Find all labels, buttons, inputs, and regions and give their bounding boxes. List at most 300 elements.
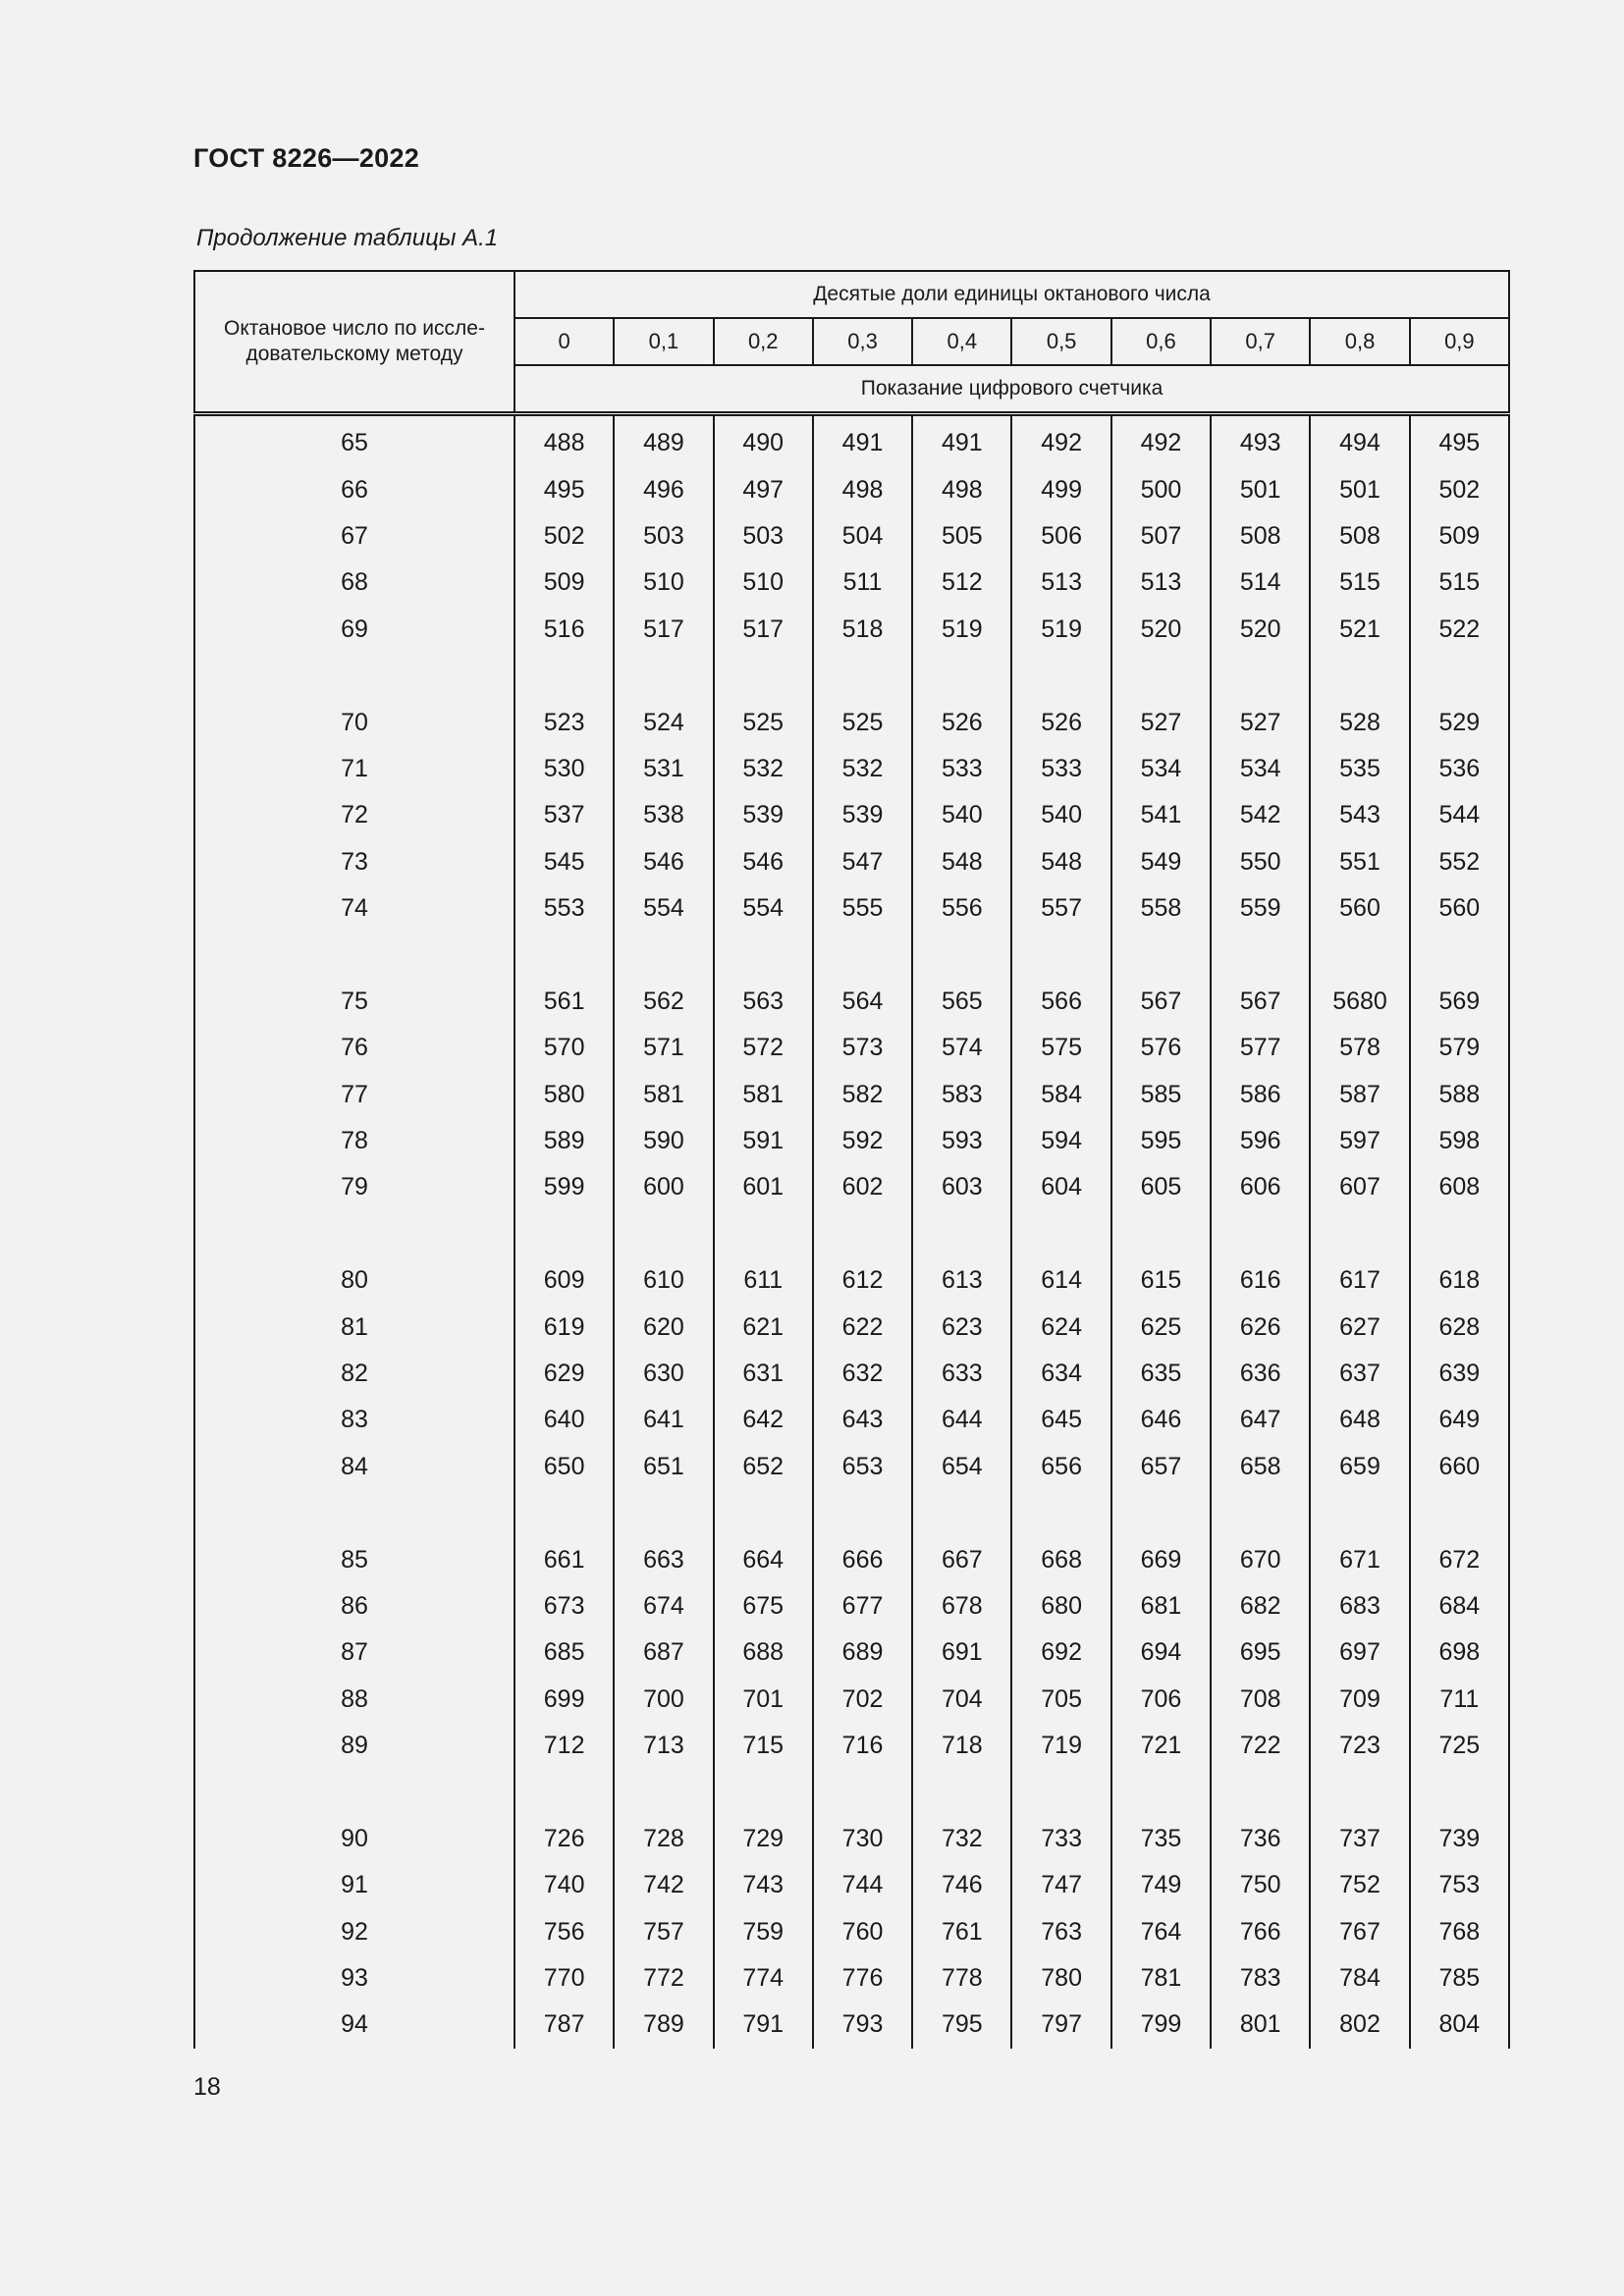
octane-cell: 73 bbox=[194, 839, 514, 885]
reading-cell: 503 bbox=[614, 513, 713, 560]
reading-cell: 496 bbox=[614, 466, 713, 512]
reading-cell: 661 bbox=[514, 1536, 614, 1582]
reading-cell: 761 bbox=[912, 1909, 1011, 1955]
reading-cell: 550 bbox=[1211, 839, 1310, 885]
reading-cell: 675 bbox=[714, 1583, 813, 1629]
reading-cell: 802 bbox=[1310, 2002, 1409, 2048]
octane-cell: 77 bbox=[194, 1071, 514, 1117]
table-row bbox=[194, 839, 1509, 885]
reading-cell: 488 bbox=[514, 414, 614, 467]
reading-cell: 529 bbox=[1410, 699, 1509, 745]
reading-cell: 532 bbox=[813, 746, 912, 792]
tenths-column-header: 0,4 bbox=[912, 318, 1011, 365]
table-row bbox=[194, 1723, 1509, 1769]
reading-cell: 623 bbox=[912, 1304, 1011, 1350]
reading-cell: 618 bbox=[1410, 1257, 1509, 1304]
reading-cell: 518 bbox=[813, 607, 912, 653]
reading-cell: 587 bbox=[1310, 1071, 1409, 1117]
reading-cell: 793 bbox=[813, 2002, 912, 2048]
reading-cell: 658 bbox=[1211, 1444, 1310, 1490]
reading-cell: 644 bbox=[912, 1397, 1011, 1443]
reading-cell: 495 bbox=[1410, 414, 1509, 467]
reading-cell: 705 bbox=[1011, 1677, 1110, 1723]
table-row bbox=[194, 560, 1509, 606]
reading-cell: 601 bbox=[714, 1164, 813, 1210]
reading-cell: 544 bbox=[1410, 792, 1509, 838]
reading-cell: 680 bbox=[1011, 1583, 1110, 1629]
reading-cell: 719 bbox=[1011, 1723, 1110, 1769]
reading-cell: 584 bbox=[1011, 1071, 1110, 1117]
reading-cell: 555 bbox=[813, 885, 912, 932]
tenths-column-header: 0,8 bbox=[1310, 318, 1409, 365]
reading-cell: 591 bbox=[714, 1118, 813, 1164]
reading-cell: 520 bbox=[1211, 607, 1310, 653]
table-row bbox=[194, 1816, 1509, 1862]
table-caption: Продолжение таблицы А.1 bbox=[196, 225, 499, 251]
spacer-cell bbox=[912, 1769, 1011, 1815]
reading-cell: 634 bbox=[1011, 1351, 1110, 1397]
octane-column-header: Октановое число по иссле-довательскому методу bbox=[194, 271, 514, 414]
octane-cell: 94 bbox=[194, 2002, 514, 2048]
reading-cell: 624 bbox=[1011, 1304, 1110, 1350]
reading-cell: 642 bbox=[714, 1397, 813, 1443]
reading-cell: 580 bbox=[514, 1071, 614, 1117]
reading-cell: 669 bbox=[1111, 1536, 1211, 1582]
tenths-column-header: 0,6 bbox=[1111, 318, 1211, 365]
spacer-cell bbox=[714, 1769, 813, 1815]
reading-cell: 759 bbox=[714, 1909, 813, 1955]
spacer-cell bbox=[614, 1211, 713, 1257]
reading-cell: 672 bbox=[1410, 1536, 1509, 1582]
reading-cell: 668 bbox=[1011, 1536, 1110, 1582]
reading-cell: 797 bbox=[1011, 2002, 1110, 2048]
octane-cell: 88 bbox=[194, 1677, 514, 1723]
tenths-column-header: 0,9 bbox=[1410, 318, 1509, 365]
reading-cell: 531 bbox=[614, 746, 713, 792]
reading-cell: 791 bbox=[714, 2002, 813, 2048]
octane-cell: 75 bbox=[194, 979, 514, 1025]
reading-cell: 608 bbox=[1410, 1164, 1509, 1210]
tenths-column-header: 0,2 bbox=[714, 318, 813, 365]
reading-cell: 721 bbox=[1111, 1723, 1211, 1769]
reading-cell: 552 bbox=[1410, 839, 1509, 885]
spacer-cell bbox=[194, 1211, 514, 1257]
octane-cell: 74 bbox=[194, 885, 514, 932]
reading-cell: 753 bbox=[1410, 1862, 1509, 1908]
spacer-cell bbox=[514, 1211, 614, 1257]
reading-cell: 746 bbox=[912, 1862, 1011, 1908]
reading-cell: 509 bbox=[514, 560, 614, 606]
reading-cell: 548 bbox=[912, 839, 1011, 885]
reading-cell: 577 bbox=[1211, 1025, 1310, 1071]
reading-cell: 643 bbox=[813, 1397, 912, 1443]
reading-cell: 565 bbox=[912, 979, 1011, 1025]
reading-cell: 564 bbox=[813, 979, 912, 1025]
reading-cell: 541 bbox=[1111, 792, 1211, 838]
reading-cell: 602 bbox=[813, 1164, 912, 1210]
tenths-column-header: 0 bbox=[514, 318, 614, 365]
reading-cell: 750 bbox=[1211, 1862, 1310, 1908]
reading-cell: 723 bbox=[1310, 1723, 1409, 1769]
reading-cell: 530 bbox=[514, 746, 614, 792]
spacer-cell bbox=[1011, 1490, 1110, 1536]
reading-cell: 532 bbox=[714, 746, 813, 792]
reading-header: Показание цифрового счетчика bbox=[514, 365, 1509, 414]
table-row bbox=[194, 1909, 1509, 1955]
reading-cell: 648 bbox=[1310, 1397, 1409, 1443]
reading-cell: 585 bbox=[1111, 1071, 1211, 1117]
reading-cell: 687 bbox=[614, 1629, 713, 1676]
spacer-cell bbox=[714, 1211, 813, 1257]
reading-cell: 609 bbox=[514, 1257, 614, 1304]
octane-cell: 69 bbox=[194, 607, 514, 653]
octane-cell: 92 bbox=[194, 1909, 514, 1955]
octane-cell: 84 bbox=[194, 1444, 514, 1490]
reading-cell: 706 bbox=[1111, 1677, 1211, 1723]
reading-cell: 543 bbox=[1310, 792, 1409, 838]
reading-cell: 579 bbox=[1410, 1025, 1509, 1071]
reading-cell: 527 bbox=[1211, 699, 1310, 745]
reading-cell: 726 bbox=[514, 1816, 614, 1862]
reading-cell: 682 bbox=[1211, 1583, 1310, 1629]
spacer-cell bbox=[1111, 1769, 1211, 1815]
reading-cell: 603 bbox=[912, 1164, 1011, 1210]
reading-cell: 520 bbox=[1111, 607, 1211, 653]
reading-cell: 733 bbox=[1011, 1816, 1110, 1862]
table-head bbox=[194, 271, 1509, 414]
spacer-cell bbox=[813, 1211, 912, 1257]
reading-cell: 664 bbox=[714, 1536, 813, 1582]
reading-cell: 575 bbox=[1011, 1025, 1110, 1071]
spacer-cell bbox=[1111, 653, 1211, 699]
reading-cell: 572 bbox=[714, 1025, 813, 1071]
spacer-cell bbox=[813, 932, 912, 978]
reading-cell: 502 bbox=[1410, 466, 1509, 512]
reading-cell: 692 bbox=[1011, 1629, 1110, 1676]
reading-cell: 517 bbox=[614, 607, 713, 653]
reading-cell: 491 bbox=[912, 414, 1011, 467]
reading-cell: 562 bbox=[614, 979, 713, 1025]
reading-cell: 663 bbox=[614, 1536, 713, 1582]
reading-cell: 503 bbox=[714, 513, 813, 560]
reading-cell: 787 bbox=[514, 2002, 614, 2048]
reading-cell: 509 bbox=[1410, 513, 1509, 560]
reading-cell: 636 bbox=[1211, 1351, 1310, 1397]
reading-cell: 506 bbox=[1011, 513, 1110, 560]
octane-cell: 90 bbox=[194, 1816, 514, 1862]
reading-cell: 611 bbox=[714, 1257, 813, 1304]
reading-cell: 614 bbox=[1011, 1257, 1110, 1304]
table-row bbox=[194, 1583, 1509, 1629]
reading-cell: 498 bbox=[912, 466, 1011, 512]
reading-cell: 573 bbox=[813, 1025, 912, 1071]
reading-cell: 628 bbox=[1410, 1304, 1509, 1350]
reading-cell: 689 bbox=[813, 1629, 912, 1676]
reading-cell: 610 bbox=[614, 1257, 713, 1304]
reading-cell: 500 bbox=[1111, 466, 1211, 512]
reading-cell: 513 bbox=[1111, 560, 1211, 606]
reading-cell: 783 bbox=[1211, 1955, 1310, 2002]
spacer-cell bbox=[1310, 1769, 1409, 1815]
reading-cell: 593 bbox=[912, 1118, 1011, 1164]
reading-cell: 525 bbox=[813, 699, 912, 745]
reading-cell: 785 bbox=[1410, 1955, 1509, 2002]
reading-cell: 704 bbox=[912, 1677, 1011, 1723]
table-row bbox=[194, 1677, 1509, 1723]
reading-cell: 534 bbox=[1211, 746, 1310, 792]
reading-cell: 784 bbox=[1310, 1955, 1409, 2002]
spacer-cell bbox=[1011, 1769, 1110, 1815]
table-row bbox=[194, 1397, 1509, 1443]
reading-cell: 5680 bbox=[1310, 979, 1409, 1025]
table-row bbox=[194, 1164, 1509, 1210]
reading-cell: 767 bbox=[1310, 1909, 1409, 1955]
octane-cell: 68 bbox=[194, 560, 514, 606]
tenths-column-header: 0,3 bbox=[813, 318, 912, 365]
octane-cell: 65 bbox=[194, 414, 514, 467]
reading-cell: 799 bbox=[1111, 2002, 1211, 2048]
reading-cell: 519 bbox=[912, 607, 1011, 653]
reading-cell: 702 bbox=[813, 1677, 912, 1723]
reading-cell: 641 bbox=[614, 1397, 713, 1443]
reading-cell: 516 bbox=[514, 607, 614, 653]
group-spacer-row bbox=[194, 932, 1509, 978]
reading-cell: 694 bbox=[1111, 1629, 1211, 1676]
reading-cell: 581 bbox=[714, 1071, 813, 1117]
spacer-cell bbox=[912, 1211, 1011, 1257]
reading-cell: 542 bbox=[1211, 792, 1310, 838]
reading-cell: 651 bbox=[614, 1444, 713, 1490]
octane-cell: 81 bbox=[194, 1304, 514, 1350]
reading-cell: 567 bbox=[1111, 979, 1211, 1025]
reading-cell: 514 bbox=[1211, 560, 1310, 606]
reading-cell: 521 bbox=[1310, 607, 1409, 653]
reading-cell: 492 bbox=[1111, 414, 1211, 467]
reading-cell: 546 bbox=[714, 839, 813, 885]
reading-cell: 607 bbox=[1310, 1164, 1409, 1210]
spacer-cell bbox=[1211, 1490, 1310, 1536]
reading-cell: 540 bbox=[1011, 792, 1110, 838]
table-row bbox=[194, 1351, 1509, 1397]
spacer-cell bbox=[912, 932, 1011, 978]
reading-cell: 576 bbox=[1111, 1025, 1211, 1071]
reading-cell: 501 bbox=[1310, 466, 1409, 512]
reading-cell: 533 bbox=[912, 746, 1011, 792]
reading-cell: 708 bbox=[1211, 1677, 1310, 1723]
spacer-cell bbox=[1211, 1211, 1310, 1257]
octane-cell: 82 bbox=[194, 1351, 514, 1397]
table-row bbox=[194, 1955, 1509, 2002]
reading-cell: 633 bbox=[912, 1351, 1011, 1397]
reading-cell: 536 bbox=[1410, 746, 1509, 792]
spacer-cell bbox=[813, 653, 912, 699]
reading-cell: 715 bbox=[714, 1723, 813, 1769]
octane-cell: 67 bbox=[194, 513, 514, 560]
reading-cell: 507 bbox=[1111, 513, 1211, 560]
spacer-cell bbox=[1310, 653, 1409, 699]
octane-table bbox=[193, 270, 1510, 2049]
table-row bbox=[194, 1025, 1509, 1071]
reading-cell: 612 bbox=[813, 1257, 912, 1304]
octane-cell: 79 bbox=[194, 1164, 514, 1210]
reading-cell: 596 bbox=[1211, 1118, 1310, 1164]
reading-cell: 681 bbox=[1111, 1583, 1211, 1629]
reading-cell: 626 bbox=[1211, 1304, 1310, 1350]
reading-cell: 526 bbox=[1011, 699, 1110, 745]
spacer-cell bbox=[614, 932, 713, 978]
reading-cell: 640 bbox=[514, 1397, 614, 1443]
reading-cell: 637 bbox=[1310, 1351, 1409, 1397]
reading-cell: 581 bbox=[614, 1071, 713, 1117]
reading-cell: 639 bbox=[1410, 1351, 1509, 1397]
reading-cell: 597 bbox=[1310, 1118, 1409, 1164]
reading-cell: 533 bbox=[1011, 746, 1110, 792]
reading-cell: 494 bbox=[1310, 414, 1409, 467]
reading-cell: 684 bbox=[1410, 1583, 1509, 1629]
octane-cell: 72 bbox=[194, 792, 514, 838]
reading-cell: 551 bbox=[1310, 839, 1409, 885]
group-spacer-row bbox=[194, 1769, 1509, 1815]
octane-table-container bbox=[193, 270, 1508, 2049]
reading-cell: 774 bbox=[714, 1955, 813, 2002]
table-row bbox=[194, 1629, 1509, 1676]
spacer-cell bbox=[813, 1490, 912, 1536]
reading-cell: 699 bbox=[514, 1677, 614, 1723]
spacer-cell bbox=[514, 653, 614, 699]
reading-cell: 670 bbox=[1211, 1536, 1310, 1582]
reading-cell: 547 bbox=[813, 839, 912, 885]
octane-cell: 66 bbox=[194, 466, 514, 512]
octane-cell: 93 bbox=[194, 1955, 514, 2002]
reading-cell: 535 bbox=[1310, 746, 1409, 792]
reading-cell: 502 bbox=[514, 513, 614, 560]
reading-cell: 574 bbox=[912, 1025, 1011, 1071]
reading-cell: 578 bbox=[1310, 1025, 1409, 1071]
reading-cell: 556 bbox=[912, 885, 1011, 932]
reading-cell: 505 bbox=[912, 513, 1011, 560]
reading-cell: 527 bbox=[1111, 699, 1211, 745]
spacer-cell bbox=[1410, 932, 1509, 978]
reading-cell: 617 bbox=[1310, 1257, 1409, 1304]
reading-cell: 511 bbox=[813, 560, 912, 606]
table-row bbox=[194, 466, 1509, 512]
spacer-cell bbox=[514, 932, 614, 978]
reading-cell: 722 bbox=[1211, 1723, 1310, 1769]
reading-cell: 498 bbox=[813, 466, 912, 512]
reading-cell: 491 bbox=[813, 414, 912, 467]
reading-cell: 595 bbox=[1111, 1118, 1211, 1164]
reading-cell: 504 bbox=[813, 513, 912, 560]
spacer-cell bbox=[1111, 932, 1211, 978]
reading-cell: 539 bbox=[813, 792, 912, 838]
reading-cell: 560 bbox=[1410, 885, 1509, 932]
spacer-cell bbox=[1111, 1490, 1211, 1536]
reading-cell: 743 bbox=[714, 1862, 813, 1908]
spacer-cell bbox=[194, 1769, 514, 1815]
reading-cell: 695 bbox=[1211, 1629, 1310, 1676]
reading-cell: 630 bbox=[614, 1351, 713, 1397]
reading-cell: 493 bbox=[1211, 414, 1310, 467]
spacer-cell bbox=[1011, 1211, 1110, 1257]
reading-cell: 508 bbox=[1211, 513, 1310, 560]
reading-cell: 631 bbox=[714, 1351, 813, 1397]
reading-cell: 772 bbox=[614, 1955, 713, 2002]
spacer-cell bbox=[1310, 932, 1409, 978]
reading-cell: 747 bbox=[1011, 1862, 1110, 1908]
reading-cell: 489 bbox=[614, 414, 713, 467]
octane-cell: 76 bbox=[194, 1025, 514, 1071]
table-row bbox=[194, 746, 1509, 792]
reading-cell: 760 bbox=[813, 1909, 912, 1955]
spacer-cell bbox=[194, 932, 514, 978]
reading-cell: 590 bbox=[614, 1118, 713, 1164]
reading-cell: 517 bbox=[714, 607, 813, 653]
reading-cell: 592 bbox=[813, 1118, 912, 1164]
reading-cell: 588 bbox=[1410, 1071, 1509, 1117]
reading-cell: 501 bbox=[1211, 466, 1310, 512]
octane-cell: 83 bbox=[194, 1397, 514, 1443]
octane-cell: 86 bbox=[194, 1583, 514, 1629]
reading-cell: 549 bbox=[1111, 839, 1211, 885]
reading-cell: 804 bbox=[1410, 2002, 1509, 2048]
reading-cell: 613 bbox=[912, 1257, 1011, 1304]
reading-cell: 598 bbox=[1410, 1118, 1509, 1164]
reading-cell: 795 bbox=[912, 2002, 1011, 2048]
reading-cell: 691 bbox=[912, 1629, 1011, 1676]
spacer-cell bbox=[912, 1490, 1011, 1536]
reading-cell: 729 bbox=[714, 1816, 813, 1862]
reading-cell: 770 bbox=[514, 1955, 614, 2002]
spacer-cell bbox=[1310, 1211, 1409, 1257]
reading-cell: 709 bbox=[1310, 1677, 1409, 1723]
reading-cell: 801 bbox=[1211, 2002, 1310, 2048]
reading-cell: 554 bbox=[714, 885, 813, 932]
spacer-cell bbox=[912, 653, 1011, 699]
table-row bbox=[194, 1071, 1509, 1117]
reading-cell: 654 bbox=[912, 1444, 1011, 1490]
octane-cell: 89 bbox=[194, 1723, 514, 1769]
reading-cell: 495 bbox=[514, 466, 614, 512]
reading-cell: 589 bbox=[514, 1118, 614, 1164]
reading-cell: 732 bbox=[912, 1816, 1011, 1862]
reading-cell: 780 bbox=[1011, 1955, 1110, 2002]
reading-cell: 789 bbox=[614, 2002, 713, 2048]
reading-cell: 736 bbox=[1211, 1816, 1310, 1862]
reading-cell: 725 bbox=[1410, 1723, 1509, 1769]
reading-cell: 716 bbox=[813, 1723, 912, 1769]
spacer-cell bbox=[1410, 1490, 1509, 1536]
spacer-cell bbox=[714, 653, 813, 699]
reading-cell: 712 bbox=[514, 1723, 614, 1769]
reading-cell: 656 bbox=[1011, 1444, 1110, 1490]
reading-cell: 548 bbox=[1011, 839, 1110, 885]
reading-cell: 508 bbox=[1310, 513, 1409, 560]
reading-cell: 545 bbox=[514, 839, 614, 885]
octane-cell: 71 bbox=[194, 746, 514, 792]
reading-cell: 742 bbox=[614, 1862, 713, 1908]
reading-cell: 604 bbox=[1011, 1164, 1110, 1210]
reading-cell: 619 bbox=[514, 1304, 614, 1350]
spacer-cell bbox=[1011, 653, 1110, 699]
reading-cell: 558 bbox=[1111, 885, 1211, 932]
spacer-cell bbox=[1211, 932, 1310, 978]
table-row bbox=[194, 2002, 1509, 2048]
reading-cell: 492 bbox=[1011, 414, 1110, 467]
reading-cell: 650 bbox=[514, 1444, 614, 1490]
reading-cell: 700 bbox=[614, 1677, 713, 1723]
tenths-header: Десятые доли единицы октанового числа bbox=[514, 271, 1509, 318]
table-row bbox=[194, 1304, 1509, 1350]
